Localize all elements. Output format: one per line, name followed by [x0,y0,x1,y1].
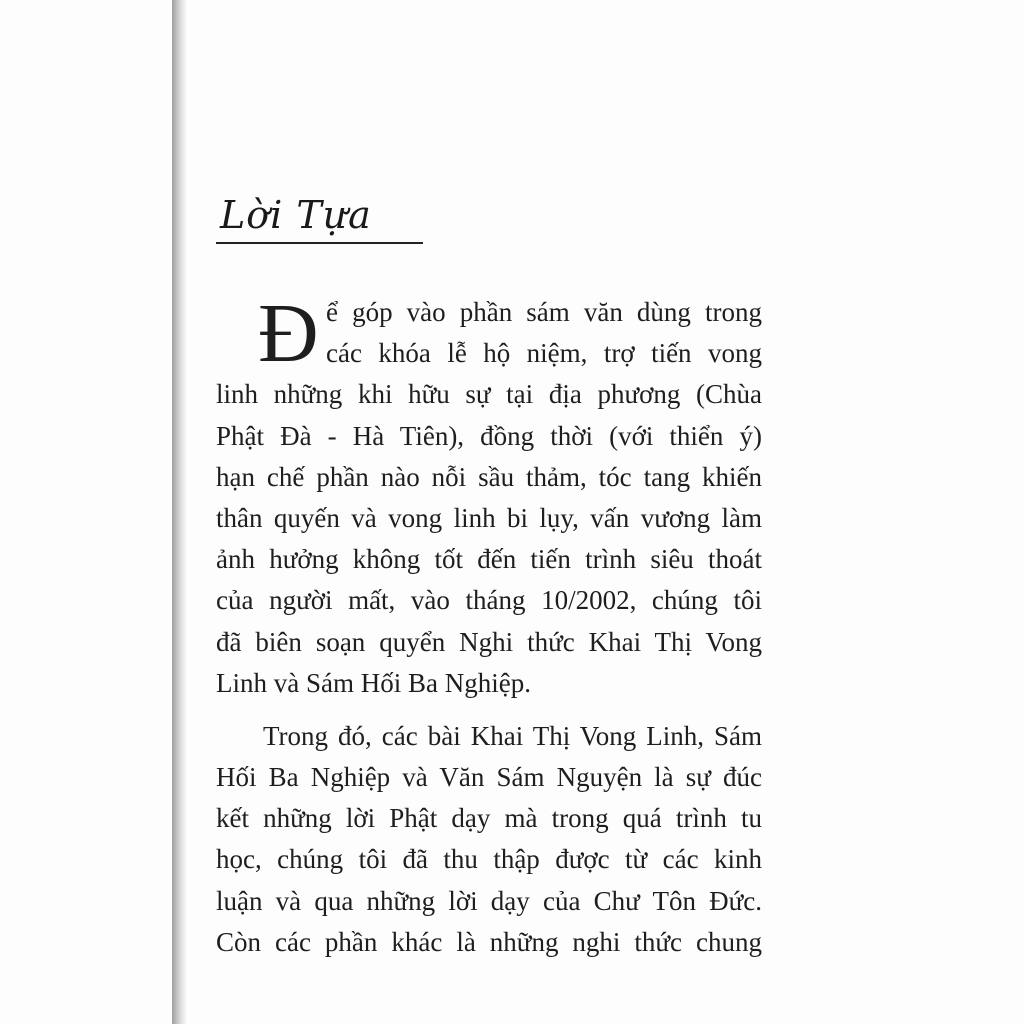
text-line: ảnh hưởng không tốt đến tiến trình siêu thoát [216,544,762,575]
text-line: học, chúng tôi đã thu thập được từ các kinh [216,844,762,875]
text-line: ể góp vào phần sám văn dùng trong [326,297,762,327]
text-line: Trong đó, các bài Khai Thị Vong Linh, Sám [263,720,762,751]
text-line: kết những lời Phật dạy mà trong quá trình tu [216,803,762,834]
text-line: Còn các phần khác là những nghi thức chung [216,926,762,957]
text-line: Phật Đà - Hà Tiên), đồng thời (với thiển ý) [216,420,762,451]
page-title: Lời Tựa [220,193,372,237]
title-underline [216,242,423,244]
text-line: các khóa lễ hộ niệm, trợ tiến vong [326,338,762,369]
paragraph-1 [216,287,762,704]
text-line: Linh và Sám Hối Ba Nghiệp. [216,667,531,698]
text-line: luận và qua những lời dạy của Chư Tôn Đức. [216,885,762,916]
book-spine-shadow [172,0,186,1024]
text-line: thân quyến và vong linh bi lụy, vấn vương làm [216,502,762,533]
text-line: đã biên soạn quyển Nghi thức Khai Thị Vong [216,626,762,657]
paragraph-2 [216,716,762,963]
text-line: của người mất, vào tháng 10/2002, chúng tôi [216,585,762,616]
text-line: hạn chế phần nào nỗi sầu thảm, tóc tang khiến [216,461,762,492]
text-line: linh những khi hữu sự tại địa phương (Chùa [216,379,762,410]
text-line: Hối Ba Nghiệp và Văn Sám Nguyện là sự đúc [216,762,762,793]
drop-cap: Đ [258,287,319,380]
paragraph-spacer [216,704,762,716]
body-text [216,287,762,963]
